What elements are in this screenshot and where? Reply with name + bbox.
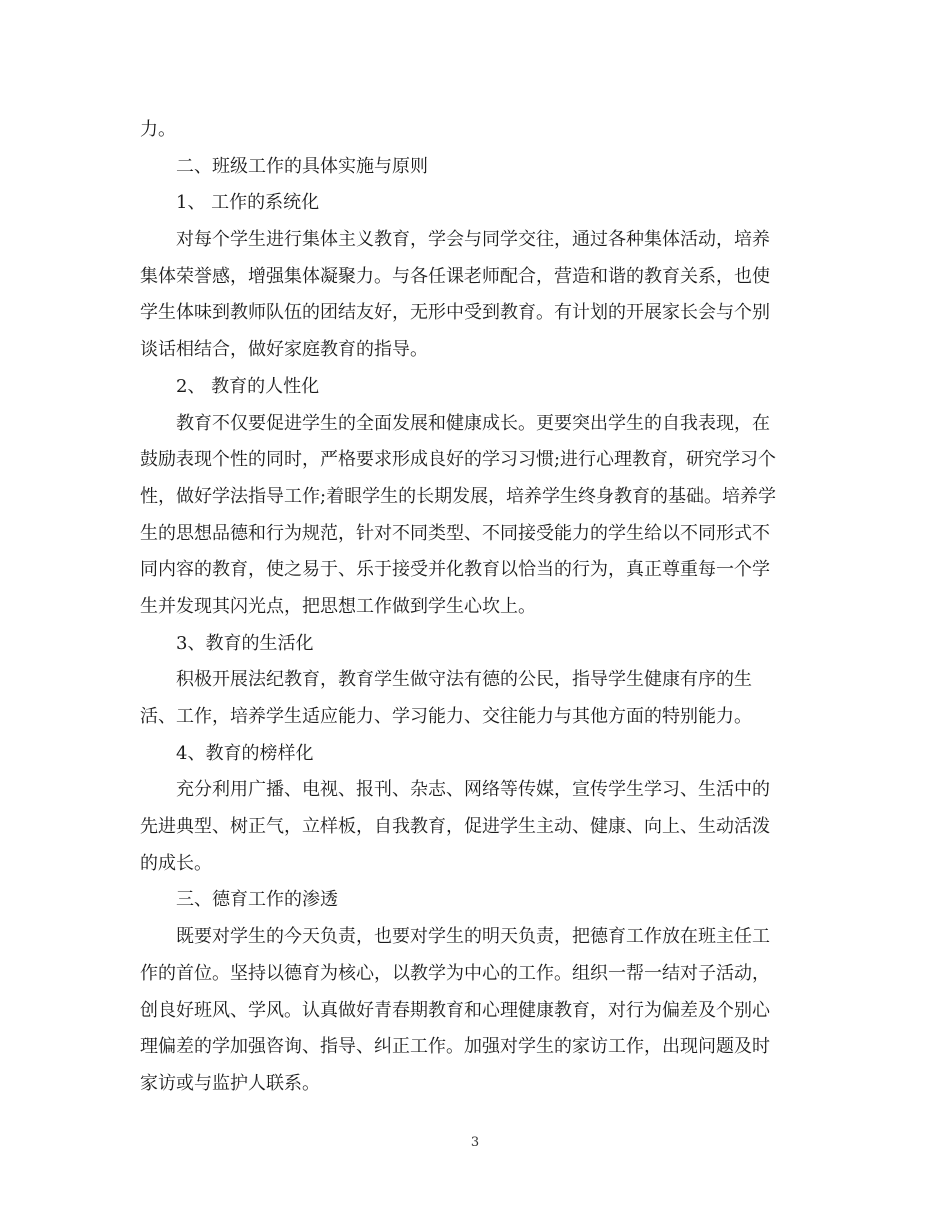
paragraph-line: 谈话相结合，做好家庭教育的指导。 — [140, 339, 428, 361]
paragraph-line: 集体荣誉感，增强集体凝聚力。与各任课老师配合，营造和谐的教育关系，也使 — [140, 265, 770, 287]
section-heading: 3、教育的生活化 — [176, 632, 314, 654]
paragraph-line: 同内容的教育，使之易于、乐于接受并化教育以恰当的行为，真正尊重每一个学 — [140, 559, 770, 581]
paragraph-line: 理偏差的学加强咨询、指导、纠正工作。加强对学生的家访工作，出现问题及时 — [140, 1036, 770, 1058]
paragraph-line: 学生体味到教师队伍的团结友好，无形中受到教育。有计划的开展家长会与个别 — [140, 302, 770, 324]
body-text — [140, 112, 815, 1103]
section-heading: 4、教育的榜样化 — [176, 742, 314, 764]
paragraph-line: 活、工作，培养学生适应能力、学习能力、交往能力与其他方面的特别能力。 — [140, 706, 752, 727]
paragraph-line: 教育不仅要促进学生的全面发展和健康成长。更要突出学生的自我表现，在 — [176, 412, 770, 434]
page-number: 3 — [470, 1135, 480, 1150]
paragraph-line: 的成长。 — [140, 852, 212, 874]
paragraph-line: 既要对学生的今天负责，也要对学生的明天负责，把德育工作放在班主任工 — [176, 926, 770, 948]
paragraph-line: 对每个学生进行集体主义教育，学会与同学交往，通过各种集体活动，培养 — [176, 229, 770, 251]
paragraph-line: 生并发现其闪光点，把思想工作做到学生心坎上。 — [140, 595, 536, 617]
paragraph-line: 充分利用广播、电视、报刊、杂志、网络等传媒，宣传学生学习、生活中的 — [176, 779, 770, 801]
section-heading: 1、 工作的系统化 — [176, 192, 320, 214]
section-heading: 三、德育工作的渗透 — [176, 889, 338, 911]
section-heading: 二、班级工作的具体实施与原则 — [176, 155, 428, 177]
paragraph-line: 积极开展法纪教育，教育学生做守法有德的公民，指导学生健康有序的生 — [176, 669, 752, 691]
paragraph-line: 生的思想品德和行为规范，针对不同类型、不同接受能力的学生给以不同形式不 — [140, 522, 770, 544]
paragraph-line: 性，做好学法指导工作;着眼学生的长期发展，培养学生终身教育的基础。培养学 — [140, 485, 777, 507]
paragraph-line: 作的首位。坚持以德育为核心，以教学为中心的工作。组织一帮一结对子活动， — [140, 962, 770, 984]
section-heading: 2、 教育的人性化 — [176, 375, 320, 397]
paragraph-line: 鼓励表现个性的同时，严格要求形成良好的学习习惯;进行心理教育，研究学习个 — [140, 449, 777, 471]
paragraph-line: 力。 — [140, 119, 176, 140]
paragraph-line: 创良好班风、学风。认真做好青春期教育和心理健康教育，对行为偏差及个别心 — [140, 999, 770, 1021]
paragraph-line: 家访或与监护人联系。 — [140, 1072, 320, 1094]
paragraph-line: 先进典型、树正气，立样板，自我教育，促进学生主动、健康、向上、生动活泼 — [140, 816, 770, 838]
